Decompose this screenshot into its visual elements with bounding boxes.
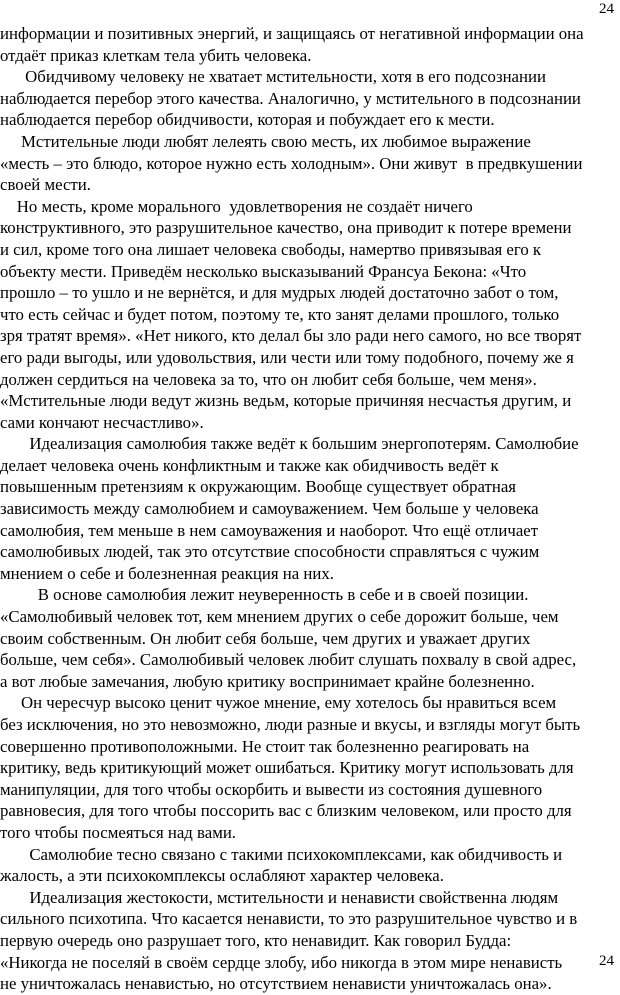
- text-line: «Мстительные люди ведут жизнь ведьм, которые причиняя несчастья другим, и: [0, 391, 572, 411]
- text-line: зависимость между самолюбием и самоуважением. Чем больше у человека: [0, 499, 539, 519]
- text-line: своим собственным. Он любит себя больше, чем других и уважает других: [0, 628, 531, 648]
- text-line: самолюбия, тем меньше в нем самоуважения и наоборот. Что ещё отличает: [0, 520, 539, 540]
- text-line: того чтобы посмеяться над вами.: [0, 822, 236, 842]
- text-line: Он чересчур высоко ценит чужое мнение, ему хотелось бы нравиться всем: [0, 693, 557, 713]
- text-line: без исключения, но это невозможно, люди разные и вкусы, и взгляды могут быть: [0, 715, 581, 734]
- text-line: больше, чем себя». Самолюбивый человек любит слушать похвалу в свой адрес,: [0, 650, 577, 670]
- text-line: В основе самолюбия лежит неуверенность в себе и в своей позиции.: [0, 585, 529, 605]
- text-line: Мстительные люди любят лелеять свою месть, их любимое выражение: [0, 131, 531, 151]
- text-line: что есть сейчас и будет потом, поэтому те, кто занят делами прошлого, только: [0, 304, 560, 324]
- text-line: критику, ведь критикующий может ошибаться. Критику могут использовать для: [0, 758, 574, 778]
- text-line: Самолюбие тесно связано с такими психокомплексами, как обидчивость и: [0, 844, 563, 864]
- text-line: Идеализация самолюбия также ведёт к большим энергопотерям. Самолюбие: [0, 434, 579, 454]
- text-line: жалость, а эти психокомплексы ослабляют характер человека.: [0, 866, 444, 886]
- text-line: отдаёт приказ клеткам тела убить человека.: [0, 45, 312, 65]
- text-line: первую очередь оно разрушает того, кто ненавидит. Как говорил Будда:: [0, 930, 512, 950]
- text-line: мнением о себе и болезненная реакция на них.: [0, 563, 334, 583]
- text-line: наблюдается перебор этого качества. Аналогично, у мстительного в подсознании: [0, 88, 581, 108]
- text-line: зря тратят время». «Нет никого, кто делал бы зло ради него самого, но все творят: [0, 326, 582, 346]
- text-line: наблюдается перебор обидчивости, которая и побуждает его к мести.: [0, 110, 495, 130]
- text-line: Но месть, кроме морального удовлетворения не создаёт ничего: [0, 196, 473, 216]
- page-number-top: 24: [599, 1, 614, 17]
- text-line: Идеализация жестокости, мстительности и ненависти свойственна людям: [0, 887, 559, 907]
- text-line: сильного психотипа. Что касается ненависти, то это разрушительное чувство и в: [0, 909, 578, 929]
- text-line: совершенно противоположными. Не стоит так болезненно реагировать на: [0, 736, 530, 756]
- text-line: Обидчивому человеку не хватает мстительности, хотя в его подсознании: [0, 67, 546, 87]
- text-line: повышенным претензиям к окружающим. Вообще существует обратная: [0, 477, 517, 497]
- text-line: конструктивного, это разрушительное качество, она приводит к потере времени: [0, 218, 572, 238]
- text-line: делает человека очень конфликтным и также как обидчивость ведёт к: [0, 455, 499, 475]
- text-line: не уничтожалась ненавистью, но отсутствием ненависти уничтожалась она».: [0, 974, 552, 994]
- text-line: его ради выгоды, или удовольствия, или чести или тому подобного, почему же я: [0, 347, 574, 367]
- text-line: «Никогда не поселяй в своём сердце злобу, ибо никогда в этом мире ненависть: [0, 952, 563, 972]
- text-line: манипуляции, для того чтобы оскорбить и вывести из состояния душевного: [0, 779, 543, 799]
- text-line: объекту мести. Приведём несколько высказываний Франсуа Бекона: «Что: [0, 261, 527, 281]
- text-line: и сил, кроме того она лишает человека свободы, намертво привязывая его к: [0, 239, 542, 259]
- text-line: сами кончают несчастливо».: [0, 412, 204, 432]
- text-line: равновесия, для того чтобы поссорить вас с близким человеком, или просто для: [0, 801, 572, 821]
- text-line: «Самолюбивый человек тот, кем мнением других о себе дорожит больше, чем: [0, 607, 559, 627]
- text-line: а вот любые замечания, любую критику воспринимает крайне болезненно.: [0, 671, 535, 691]
- text-line: должен сердиться на человека за то, что он любит себя больше, чем меня».: [0, 369, 537, 389]
- text-line: прошло – то ушло и не вернётся, и для мудрых людей достаточно забот о том,: [0, 283, 559, 303]
- text-line: самолюбивых людей, так это отсутствие способности справляться с чужим: [0, 542, 540, 562]
- body-text: [0, 23, 620, 995]
- text-line: «месть – это блюдо, которое нужно есть холодным». Они живут в предвкушении: [0, 153, 583, 173]
- page-number-bottom: 24: [599, 953, 614, 969]
- text-line: информации и позитивных энергий, и защищаясь от негативной информации она: [0, 24, 584, 43]
- text-line: своей мести.: [0, 175, 91, 195]
